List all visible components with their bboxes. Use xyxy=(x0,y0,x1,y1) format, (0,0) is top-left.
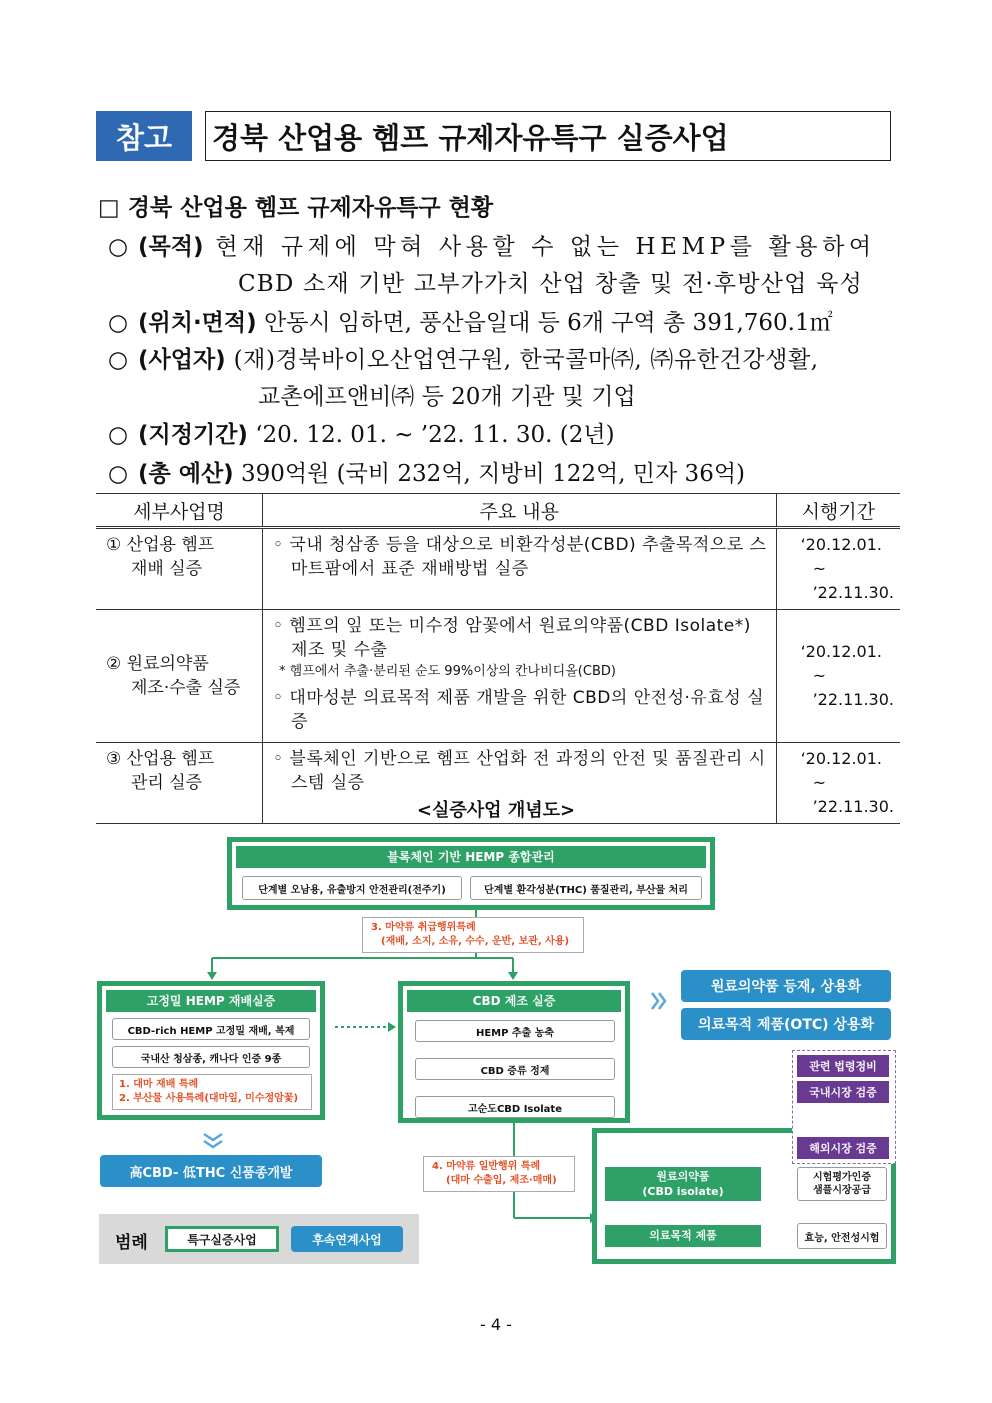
quality-management-pill: 단계별 환각성분(THC) 품질관리, 부산물 처리 xyxy=(470,876,702,900)
item-text: 390억원 (국비 232억, 지방비 122억, 민자 36억) xyxy=(233,461,746,487)
api-bar xyxy=(605,1167,761,1201)
cultivation-box xyxy=(97,981,325,1120)
item-text: 안동시 임하면, 풍산읍일대 등 6개 구역 총 391,760.1㎡ xyxy=(256,310,833,336)
law-revision-box: 관련 법령정비 xyxy=(797,1055,889,1077)
item-text: (재)경북바이오산업연구원, 한국콜마㈜, ㈜유한건강생활, xyxy=(225,347,819,373)
test-certification-pill xyxy=(797,1167,887,1201)
special-case-1-2-note xyxy=(112,1074,312,1110)
legend xyxy=(99,1214,419,1264)
note-line: (대마 수출입, 제조·매매) xyxy=(446,1175,557,1186)
varieties-pill: 국내산 청삼종, 캐나다 인증 9종 xyxy=(112,1046,310,1068)
item-key: (총 예산) xyxy=(138,461,234,487)
new-variety-box: 高CBD- 低THC 신품종개발 xyxy=(100,1155,322,1187)
circle-bullet-icon: ○ xyxy=(108,234,129,260)
reference-badge: 참고 xyxy=(96,111,192,161)
row-bullet: ◦ 국내 청삼종 등을 대상으로 비환각성분(CBD) 추출목적으로 스마트팜에서 표준 재배방법 실증 xyxy=(273,535,767,579)
date-start: ‘20.12.01. xyxy=(800,749,882,768)
item-text: 현재 규제에 막혀 사용할 수 없는 HEMP를 활용하여 xyxy=(203,234,876,260)
special-case-4-note xyxy=(423,1156,575,1192)
efficacy-safety-pill: 효능, 안전성시험 xyxy=(797,1223,887,1249)
page-number: - 4 - xyxy=(480,1315,512,1334)
special-case-3-note xyxy=(362,917,584,953)
pill-line: 샘플시장공급 xyxy=(813,1185,871,1196)
col-header-content: 주요 내용 xyxy=(263,494,777,528)
safety-management-pill: 단계별 오남용, 유출방지 안전관리(전주기) xyxy=(242,876,462,900)
row-bullet: ◦ 대마성분 의료목적 제품 개발을 위한 CBD의 안전성·유효성 실증 xyxy=(273,688,764,732)
item-text: ‘20. 12. 01. ~ ’22. 11. 30. (2년) xyxy=(247,422,615,448)
note-line: 2. 부산물 사용특례(대마잎, 미수정암꽃) xyxy=(119,1093,299,1104)
precision-cultivation-pill: CBD-rich HEMP 고정밀 재배, 복제 xyxy=(112,1018,310,1040)
note-line: (재배, 소지, 소유, 수수, 운반, 보관, 사용) xyxy=(381,936,570,947)
row-name-line: 관리 실증 xyxy=(131,773,203,793)
legend-title: 범례 xyxy=(115,1233,148,1253)
date-start: ‘20.12.01. xyxy=(800,535,882,554)
drug-listing-box: 원료의약품 등재, 상용화 xyxy=(681,970,891,1002)
circle-bullet-icon: ○ xyxy=(108,310,129,336)
date-end: ~ ’22.11.30. xyxy=(812,559,894,602)
row-name-line: ③ 산업용 헴프 xyxy=(106,749,215,769)
date-start: ‘20.12.01. xyxy=(800,642,882,661)
row-name-line: 제조·수출 실증 xyxy=(131,678,241,698)
blockchain-management-box xyxy=(227,837,715,910)
item-key: (위치·면적) xyxy=(138,310,257,336)
bar-line: (CBD isolate) xyxy=(642,1185,724,1198)
cbd-manufacturing-box xyxy=(398,981,630,1123)
circle-bullet-icon: ○ xyxy=(108,461,129,487)
date-end: ~ ’22.11.30. xyxy=(812,666,894,709)
circle-bullet-icon: ○ xyxy=(108,347,129,373)
isolate-pill: 고순도CBD Isolate xyxy=(415,1096,615,1118)
row-name-line: 재배 실증 xyxy=(131,559,203,579)
item-key: (지정기간) xyxy=(138,422,248,448)
cultivation-bar: 고정밀 HEMP 재배실증 xyxy=(106,990,316,1012)
bar-line: 원료의약품 xyxy=(656,1170,710,1183)
medical-product-bar: 의료목적 제품 xyxy=(605,1225,761,1247)
circle-bullet-icon: ○ xyxy=(108,422,129,448)
note-line: 3. 마약류 취급행위특례 xyxy=(371,922,476,933)
item-key: (사업자) xyxy=(138,347,226,373)
distillation-pill: CBD 증류 정제 xyxy=(415,1058,615,1080)
section-heading: □ 경북 산업용 헴프 규제자유특구 현황 xyxy=(98,195,494,221)
market-verification-stack xyxy=(792,1050,896,1164)
row-bullet: ◦ 블록체인 기반으로 헴프 산업화 전 과정의 안전 및 품질관리 시스템 실증 xyxy=(273,749,766,793)
row-bullet: ◦ 헴프의 잎 또는 미수정 암꽃에서 원료의약품(CBD Isolate*) 제조 및 수출 xyxy=(273,616,751,660)
row-name-line: ② 원료의약품 xyxy=(106,654,209,674)
legend-demo-project: 특구실증사업 xyxy=(165,1226,279,1252)
cbd-manufacturing-bar: CBD 제조 실증 xyxy=(407,990,621,1012)
pill-line: 시험평가인증 xyxy=(813,1172,871,1183)
item-purpose-cont: CBD 소재 기반 고부가가치 산업 창출 및 전·후방산업 육성 xyxy=(238,271,863,297)
otc-commercialization-box: 의료목적 제품(OTC) 상용화 xyxy=(681,1008,891,1040)
diagram-title: <실증사업 개념도> xyxy=(416,800,576,821)
row-name-line: ① 산업용 헴프 xyxy=(106,535,215,555)
blockchain-management-bar: 블록체인 기반 HEMP 종합관리 xyxy=(236,846,706,868)
row-footnote: * 헴프에서 추출·분리된 순도 99%이상의 칸나비디올(CBD) xyxy=(279,664,616,679)
col-header-period: 시행기간 xyxy=(776,494,900,528)
item-operator-cont: 교촌에프앤비㈜ 등 20개 기관 및 기업 xyxy=(258,384,636,410)
col-header-name: 세부사업명 xyxy=(96,494,263,528)
legend-follow-up-project: 후속연계사업 xyxy=(291,1226,403,1252)
domestic-market-box: 국내시장 검증 xyxy=(797,1081,889,1103)
item-key: (목적) xyxy=(138,234,204,260)
page-title: 경북 산업용 헴프 규제자유특구 실증사업 xyxy=(205,111,891,161)
note-line: 1. 대마 재배 특례 xyxy=(119,1079,199,1090)
note-line: 4. 마약류 일반행위 특례 xyxy=(432,1161,541,1172)
date-end: ~ ’22.11.30. xyxy=(812,773,894,816)
overseas-market-box: 해외시장 검증 xyxy=(797,1137,889,1159)
extraction-pill: HEMP 추출 농축 xyxy=(415,1020,615,1042)
